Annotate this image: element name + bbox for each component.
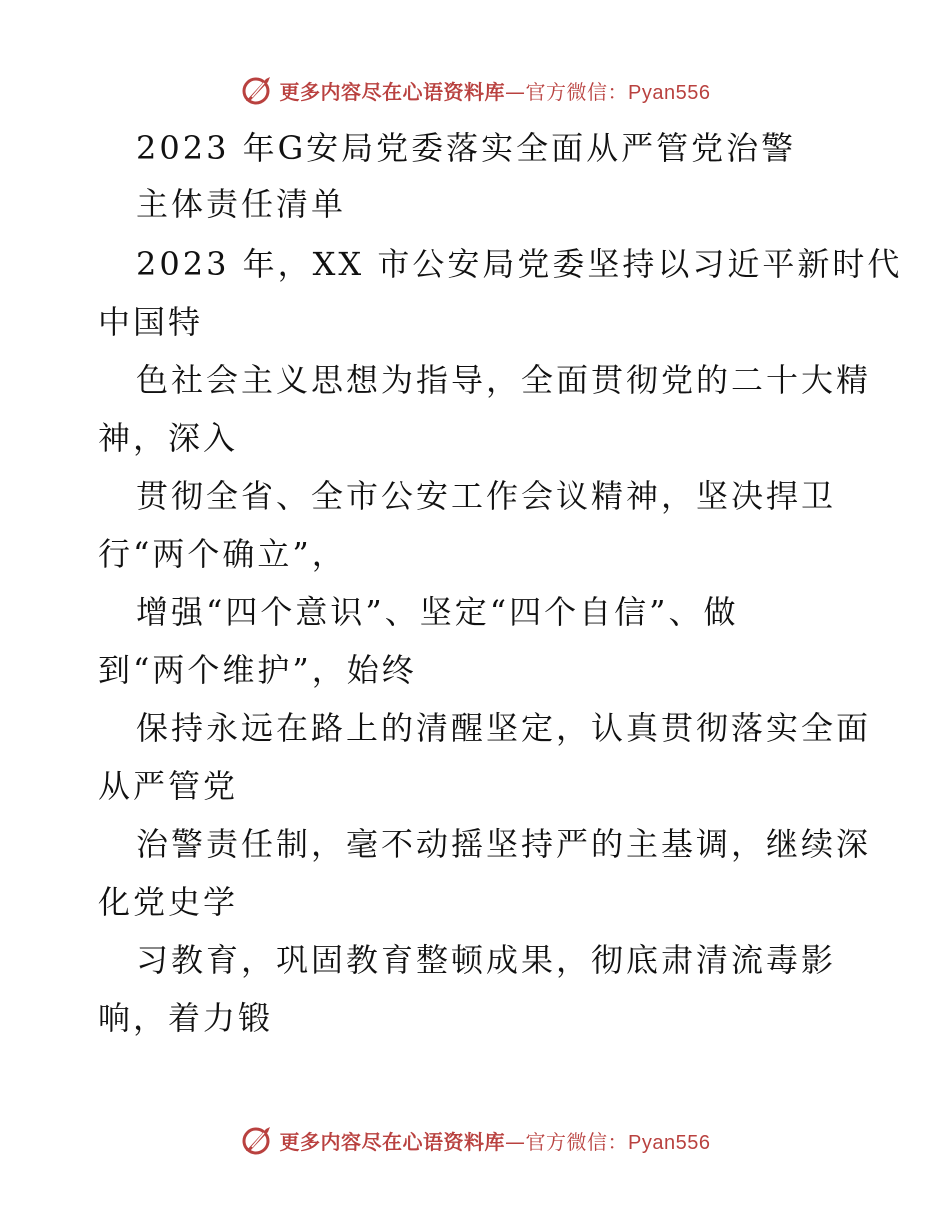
header-watermark [0, 70, 950, 110]
quill-pen-logo-icon [240, 1123, 274, 1157]
title-line-2: 主体责任清单 [136, 185, 347, 223]
watermark-text: 更多内容尽在心语资料库—官方微信：Pyan556 [279, 79, 711, 104]
paragraph-line: 增强“四个意识”、坚定“四个自信”、做 [136, 593, 739, 631]
paragraph-line: 2023 年，XX 市公安局党委坚持以习近平新时代 [136, 245, 903, 283]
title-line-1: 2023 年G安局党委落实全面从严管党治警 [136, 129, 797, 167]
paragraph-line: 化党史学 [98, 883, 239, 921]
paragraph-line: 神，深入 [98, 419, 239, 457]
paragraph-line: 贯彻全省、全市公安工作会议精神，坚决捍卫 [136, 477, 837, 515]
paragraph-line: 色社会主义思想为指导，全面贯彻党的二十大精 [136, 361, 872, 399]
paragraph-line: 习教育，巩固教育整顿成果，彻底肃清流毒影 [136, 941, 837, 979]
paragraph-line: 中国特 [98, 303, 204, 341]
paragraph-line: 到“两个维护”，始终 [98, 651, 417, 689]
paragraph-line: 响，着力锻 [98, 999, 274, 1037]
paragraph-line: 保持永远在路上的清醒坚定，认真贯彻落实全面 [136, 709, 872, 747]
footer-watermark [0, 1120, 950, 1160]
paragraph-line: 治警责任制，毫不动摇坚持严的主基调，继续深 [136, 825, 872, 863]
paragraph-line: 从严管党 [98, 767, 239, 805]
watermark-text: 更多内容尽在心语资料库—官方微信：Pyan556 [279, 1129, 711, 1154]
paragraph-line: 行“两个确立”， [98, 535, 347, 573]
quill-pen-logo-icon [240, 73, 274, 107]
